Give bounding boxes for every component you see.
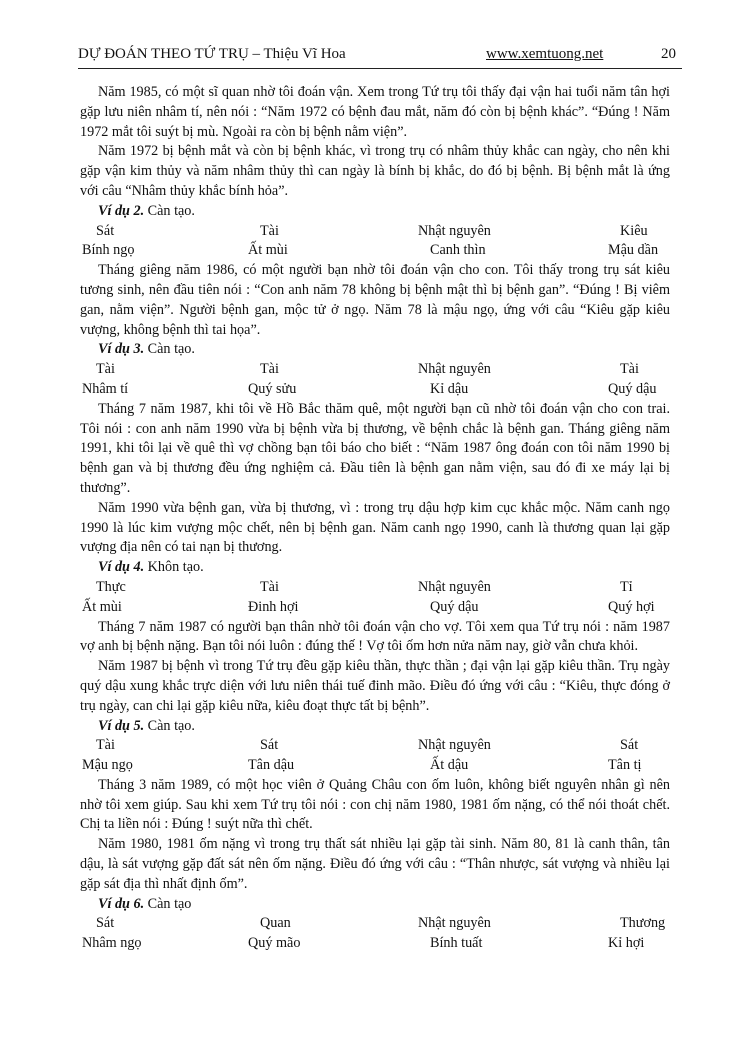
example-heading: [80, 717, 670, 737]
pillar-table: [80, 360, 670, 400]
paragraph: Tháng 3 năm 1989, có một học viên ở Quảng Châu con ốm luôn, không biết nguyên nhân gì nên nhờ tôi xem giúp. Sau khi xem Tứ trụ tôi nói : con chị năm 1980, 1981 ốm nặng, có thể nói thoát chết. Chị ta liền nói : Đúng ! suýt nữa thì chết.: [80, 776, 670, 833]
pillar-god: Tài: [96, 737, 115, 754]
website-link[interactable]: www.xemtuong.net: [486, 46, 604, 62]
example-label: Ví dụ 6.: [98, 895, 145, 912]
pillar-stem-branch: Canh thìn: [430, 242, 486, 259]
paragraph: Năm 1985, có một sĩ quan nhờ tôi đoán vận. Xem trong Tứ trụ tôi thấy đại vận hai tuổi năm tân hợi gặp lưu niên nhâm tí, nên nói : “Năm 1972 có bệnh đau mắt, năm đó còn bị bệnh khác”. “Đúng ! Năm 1972 mắt tôi suýt bị mù. Ngoài ra còn bị bệnh nằm viện”.: [80, 84, 670, 140]
pillar-god: Nhật nguyên: [418, 361, 491, 378]
example-type: Càn tạo.: [147, 202, 195, 219]
pillar-table: [80, 222, 670, 262]
pillar-god: Sát: [260, 737, 279, 754]
pillar-god: Sát: [96, 915, 115, 932]
pillar-god: Kiêu: [620, 222, 648, 239]
pillar-stem-branch: Đinh hợi: [248, 598, 299, 615]
pillar-stem-branch: Tân tị: [608, 757, 642, 774]
pillar-table: [80, 914, 670, 954]
pillar-stem-branch: Quý mão: [248, 935, 301, 952]
example-type: Càn tạo.: [147, 717, 195, 734]
pillar-stem-branch: Mậu ngọ: [82, 757, 133, 774]
pillar-stem-branch: Kỉ hợi: [608, 935, 645, 952]
pillar-god: Nhật nguyên: [418, 222, 491, 239]
book-title: DỰ ĐOÁN THEO TỨ TRỤ – Thiệu Vĩ Hoa: [78, 46, 346, 62]
page-header: [78, 44, 682, 69]
pillar-table: [80, 736, 670, 776]
pillar-god: Nhật nguyên: [418, 737, 491, 754]
example-heading: [80, 895, 670, 915]
example-label: Ví dụ 2.: [98, 202, 145, 219]
pillar-stem-branch: Quý sửu: [248, 380, 297, 397]
pillar-god: Tài: [620, 361, 639, 378]
pillar-god: Sát: [620, 737, 639, 754]
page-body: [80, 83, 670, 954]
example-heading: [80, 558, 670, 578]
pillar-stem-branch: Quý dậu: [430, 598, 479, 615]
example-type: Càn tạo: [147, 895, 192, 912]
pillar-god: Quan: [260, 915, 291, 932]
pillar-stem-branch: Quý dậu: [608, 380, 657, 397]
pillar-god: Tài: [260, 361, 279, 378]
pillar-stem-branch: Ất mùi: [248, 242, 288, 259]
paragraph: Tháng 7 năm 1987 có người bạn thân nhờ tôi đoán vận cho vợ. Tôi xem qua Tứ trụ nói : năm 1987 vợ anh bị bệnh nặng. Bạn tôi nói luôn : đúng thế ! Vợ tôi ốm hơn nửa năm nay, giờ vẫn chưa khỏi.: [80, 618, 670, 655]
example-label: Ví dụ 5.: [98, 717, 145, 734]
pillar-stem-branch: Ất mùi: [82, 598, 122, 615]
pillar-stem-branch: Ất dậu: [430, 757, 469, 774]
pillar-stem-branch: Nhâm tí: [82, 380, 129, 397]
pillar-god: Thương: [620, 915, 666, 932]
paragraph: Năm 1987 bị bệnh vì trong Tứ trụ đều gặp kiêu thần, thực thần ; đại vận lại gặp kiêu thần. Trụ ngày quý dậu xung khắc trực diện với lưu niên thái tuế đinh mão. Điều đó ứng với câu : “Kiêu, thực đóng ở trụ ngày, can chi lại gặp kiêu nữa, kiêu đoạt thực tất bị bệnh”.: [80, 658, 670, 714]
example-type: Khôn tạo.: [147, 559, 204, 576]
pillar-stem-branch: Quý hợi: [608, 598, 655, 615]
example-type: Càn tạo.: [147, 341, 195, 358]
pillar-god: Nhật nguyên: [418, 915, 491, 932]
pillar-stem-branch: Mậu dần: [608, 242, 659, 259]
pillar-god: Tỉ: [620, 578, 633, 595]
pillar-stem-branch: Kỉ dậu: [430, 380, 469, 397]
pillar-god: Tài: [96, 361, 115, 378]
example-heading: [80, 202, 670, 222]
example-heading: [80, 340, 670, 360]
pillar-god: Tài: [260, 222, 279, 239]
pillar-god: Sát: [96, 222, 115, 239]
example-label: Ví dụ 4.: [98, 559, 145, 576]
pillar-table: [80, 578, 670, 618]
pillar-stem-branch: Bính tuất: [430, 935, 483, 952]
pillar-stem-branch: Bính ngọ: [82, 242, 135, 259]
paragraph: Năm 1980, 1981 ốm nặng vì trong trụ thất sát nhiều lại gặp tài sinh. Năm 80, 81 là canh thân, tân dậu, là sát vượng gặp đất sát nên ốm nặng. Điều đó ứng với câu : “Thân nhược, sát vượng và nhiều lại gặp sát địa thì nhất định ốm”.: [80, 836, 670, 892]
paragraph: Năm 1990 vừa bệnh gan, vừa bị thương, vì : trong trụ dậu hợp kim cục khắc mộc. Năm canh ngọ 1990 là lúc kim vượng mộc chết, nên bị bệnh gan. Năm canh ngọ 1990, canh là thương quan lại gặp vượng địa nên có tai nạn bị thương.: [80, 499, 670, 556]
pillar-stem-branch: Tân dậu: [248, 757, 295, 774]
paragraph: Tháng giêng năm 1986, có một người bạn nhờ tôi đoán vận cho con. Tôi thấy trong trụ sát kiêu tương sinh, nên đầu tiên nói : “Con anh năm 78 không bị bệnh mật thì bị bệnh gan”. “Đúng ! Bị viêm gan, nằm viện”. Người bệnh gan, mộc tử ở ngọ. Năm 78 là mậu ngọ, ứng với câu “Kiêu gặp kiêu vượng, không bệnh thì tai họa”.: [80, 262, 670, 338]
paragraph: Năm 1972 bị bệnh mắt và còn bị bệnh khác, vì trong trụ có nhâm thủy khắc can ngày, cho nên khi gặp vận kim thủy và năm nhâm thủy thì can ngày là bính bị khắc, do đó bị bệnh. Bị bệnh mắt là ứng với câu “Nhâm thủy khắc bính hỏa”.: [80, 143, 670, 199]
paragraph: Tháng 7 năm 1987, khi tôi về Hồ Bắc thăm quê, một người bạn cũ nhờ tôi đoán vận cho con trai. Tôi nói : con anh năm 1990 vừa bị bệnh vừa bị thương, về bệnh chắc là bệnh gan. Tháng giêng năm 1991, khi tôi lại về quê thì vợ chồng bạn tôi báo cho biết : “Năm 1987 ông đoán con tôi năm 1990 bị bệnh gan và bị thương đều ứng nghiệm cả. Đầu tiên là bệnh gan nằm viện, sau đó đi xe máy lại bị thương”.: [80, 400, 670, 496]
pillar-god: Thực: [96, 578, 126, 595]
pillar-stem-branch: Nhâm ngọ: [82, 935, 142, 952]
example-label: Ví dụ 3.: [98, 341, 145, 358]
pillar-god: Tài: [260, 578, 279, 595]
pillar-god: Nhật nguyên: [418, 578, 491, 595]
page-number: 20: [661, 46, 676, 62]
